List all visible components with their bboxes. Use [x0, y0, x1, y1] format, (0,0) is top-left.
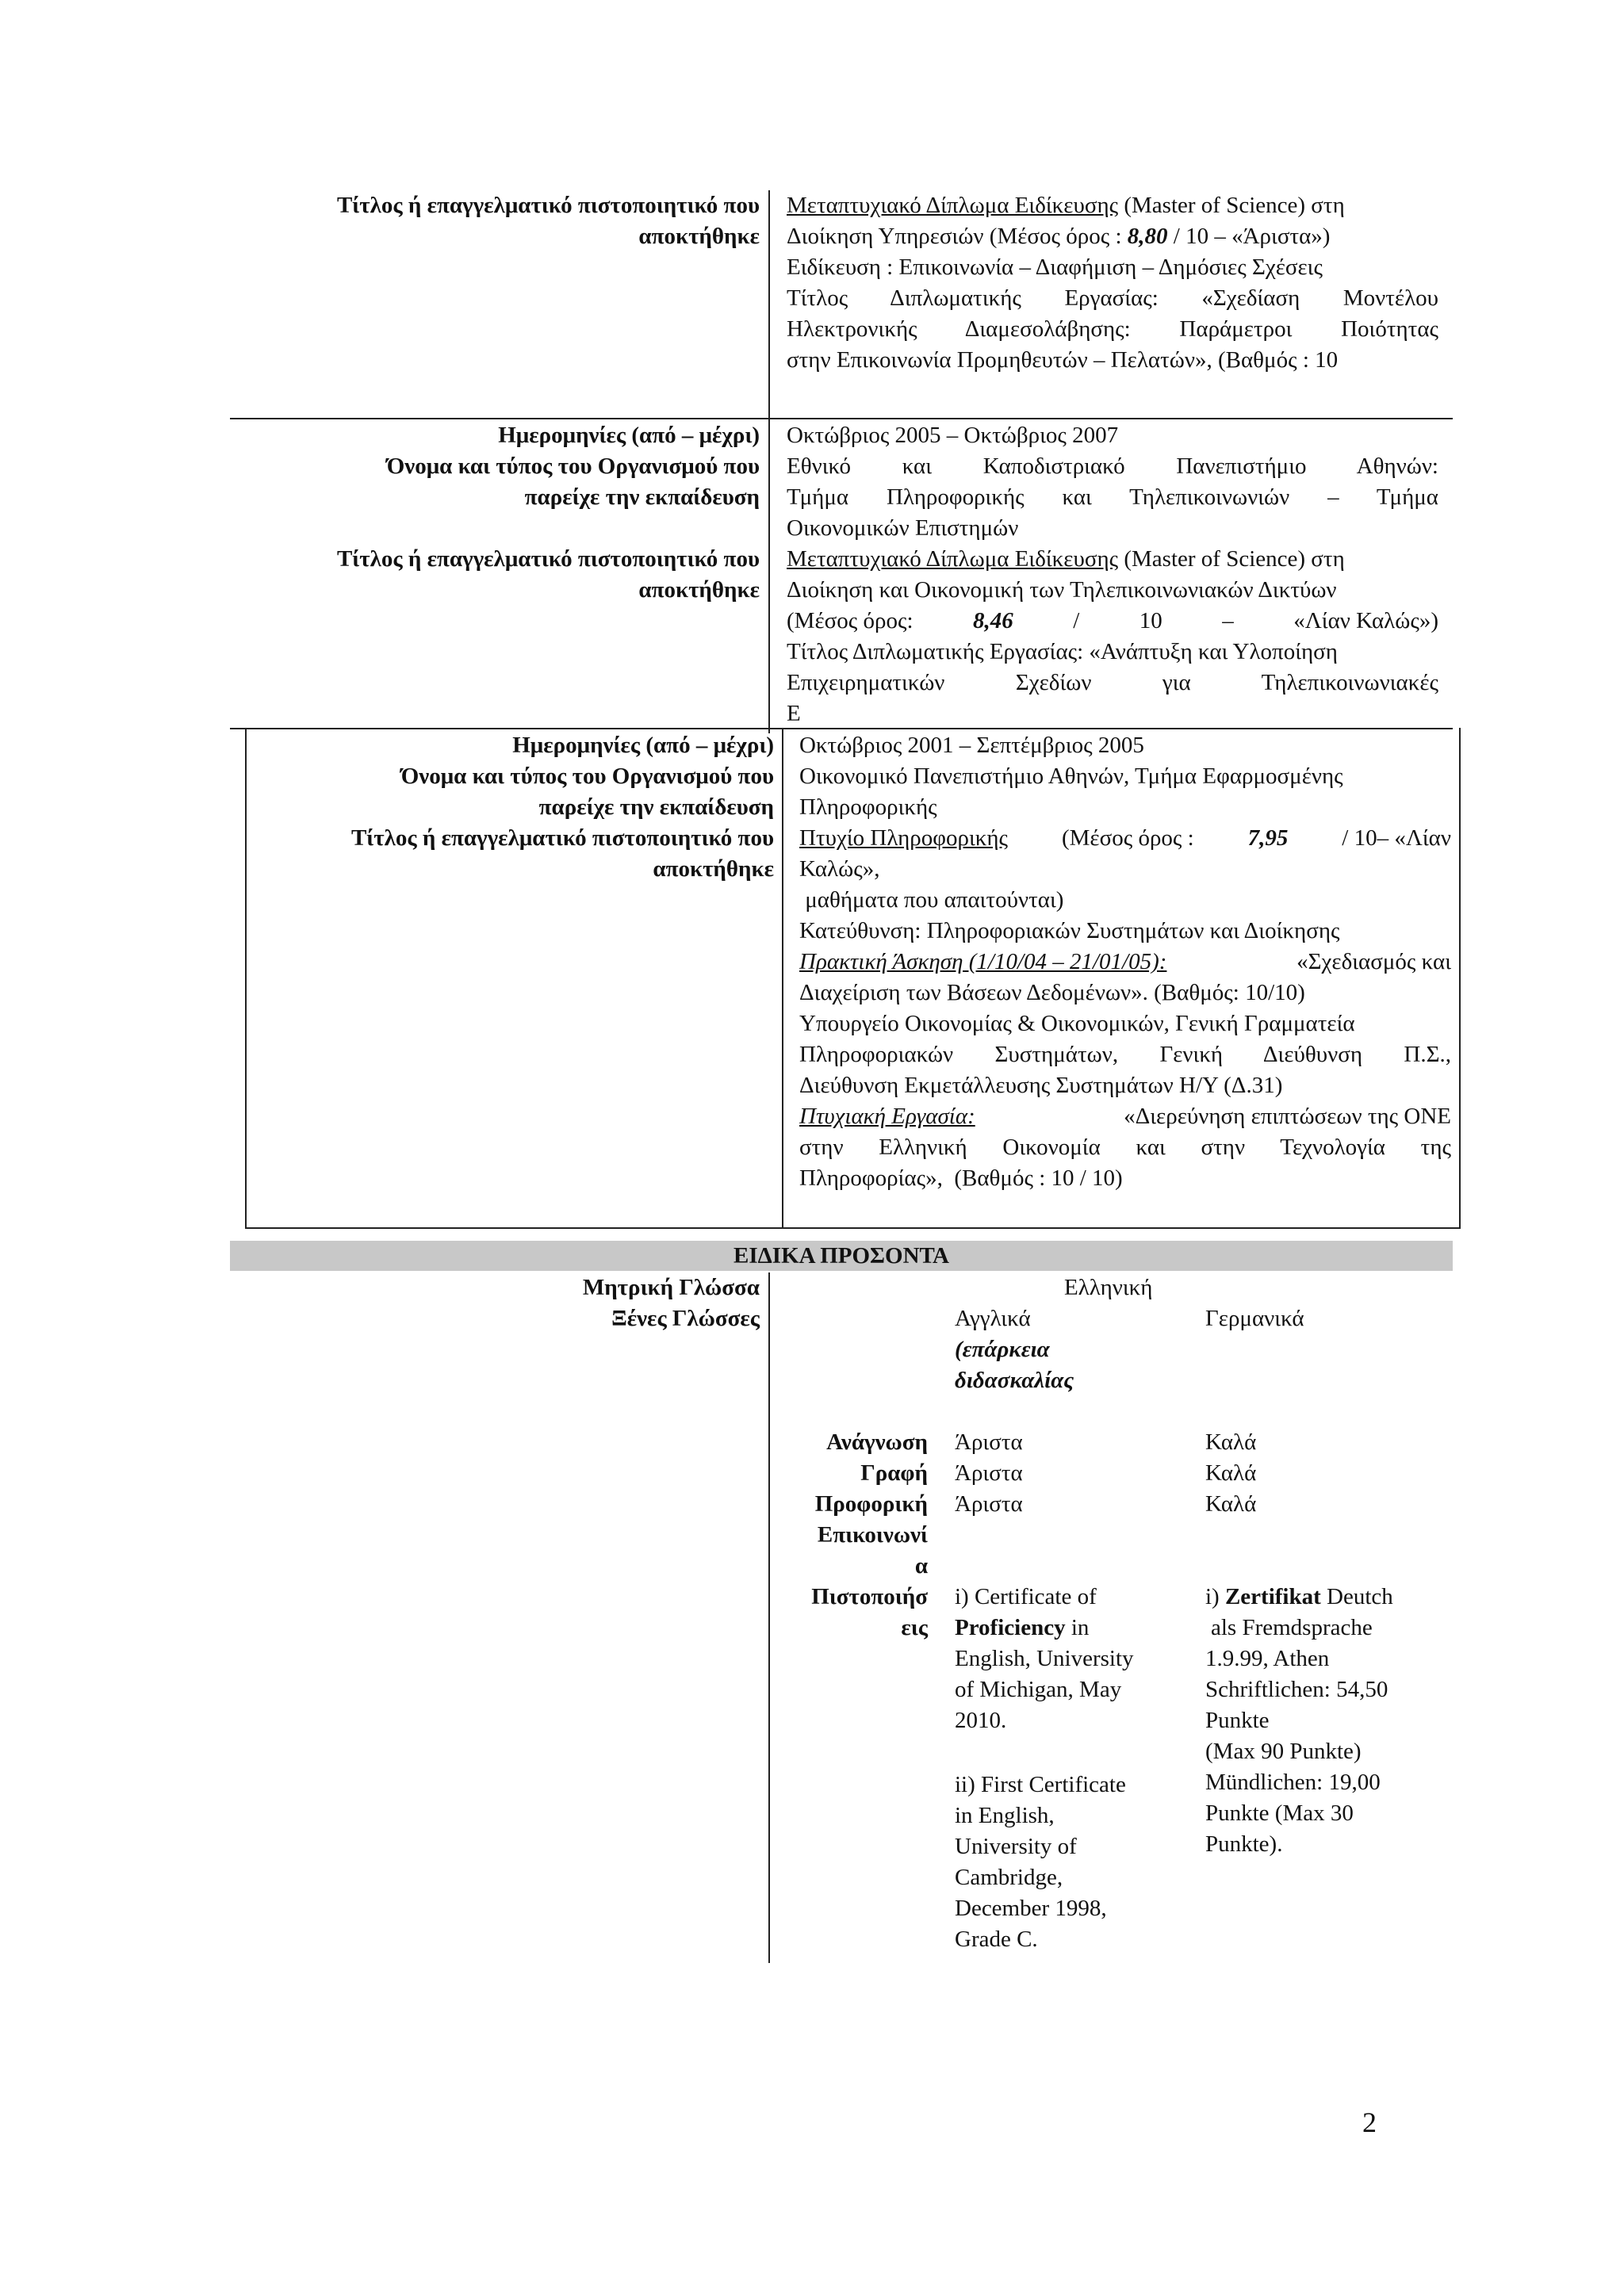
org-2-line-3: Οικονομικών Επιστημών — [787, 515, 1019, 541]
org-3-line-2: Πληροφορικής — [799, 794, 937, 820]
en-cert-line-10: December 1998, — [955, 1896, 1107, 1921]
practice-line-5: Διεύθυνση Εκμετάλλευσης Συστημάτων Η/Υ (Δ.31) — [799, 1073, 1283, 1098]
label-foreign-languages: Ξένες Γλώσσες — [611, 1306, 760, 1331]
label-org-3b: παρείχε την εκπαίδευση — [538, 794, 774, 820]
de-cert-line-2: als Fremdsprache — [1211, 1615, 1373, 1640]
org-2-line-1: Εθνικό και Καποδιστριακό Πανεπιστήμιο Αθηνών: — [787, 453, 1438, 479]
native-language-value: Ελληνική — [1064, 1275, 1153, 1300]
label-title-1b: αποκτήθηκε — [638, 224, 760, 249]
degree-title-link: Μεταπτυχιακό Δίπλωμα Ειδίκευσης — [787, 193, 1119, 218]
gpa-2-value: 8,46 — [972, 608, 1013, 633]
de-cert-line-1a: i) — [1205, 1584, 1225, 1609]
direction-line: Κατεύθυνση: Πληροφοριακών Συστημάτων και Διοίκησης — [799, 918, 1340, 943]
thesis-3-title: Πτυχιακή Εργασία: — [799, 1104, 975, 1129]
de-cert-line-5: Punkte — [1205, 1708, 1270, 1733]
label-title-3b: αποκτήθηκε — [653, 856, 774, 882]
label-dates-3: Ημερομηνίες (από – μέχρι) — [512, 733, 774, 758]
thesis-3-line-3: Πληροφορίας», (Βαθμός : 10 / 10) — [799, 1165, 1123, 1191]
org-2-line-2: Τμήμα Πληροφορικής και Τηλεπικοινωνιών – Τμήμα — [787, 484, 1438, 510]
en-cert-line-5: 2010. — [955, 1708, 1007, 1733]
row-cert-2: εις — [901, 1615, 928, 1640]
degree-2-line-4: Τίτλος Διπλωματικής Εργασίας: «Ανάπτυξη και Υλοποίηση — [787, 639, 1338, 664]
degree-2-line-3 — [787, 606, 1438, 637]
box-3-bottom-border — [245, 1227, 1461, 1229]
practice-line-4: Πληροφοριακών Συστημάτων, Γενική Διεύθυνση Π.Σ., — [799, 1042, 1451, 1067]
thesis-3-line-1 — [799, 1101, 1451, 1132]
en-cert-line-1: i) Certificate of — [955, 1584, 1097, 1609]
de-cert-line-7: Mündlichen: 19,00 — [1205, 1770, 1381, 1795]
thesis-line-3: στην Επικοινωνία Προμηθευτών – Πελατών», (Βαθμός : 10 — [787, 347, 1339, 373]
german-writing: Καλά — [1205, 1460, 1257, 1486]
degree-2-line-5: Επιχειρηματικών Σχεδίων για Τηλεπικοινωνιακές — [787, 670, 1438, 695]
english-note-1: (επάρκεια — [955, 1337, 1050, 1362]
english-label: Αγγλικά — [955, 1306, 1031, 1331]
specialization-line: Ειδίκευση : Επικοινωνία – Διαφήμιση – Δημόσιες Σχέσεις — [787, 254, 1323, 280]
en-cert-line-7: in English, — [955, 1803, 1055, 1828]
section-divider-2 — [230, 728, 1453, 729]
en-cert-line-11: Grade C. — [955, 1927, 1038, 1952]
thesis-3-line-2: στην Ελληνική Οικονομία και στην Τεχνολογία της — [799, 1135, 1451, 1160]
de-cert-line-9: Punkte). — [1205, 1831, 1283, 1857]
gpa-3-prefix: (Μέσος όρος : — [1061, 825, 1194, 851]
skills-header: ΕΙΔΙΚΑ ΠΡΟΣΟΝΤΑ — [230, 1241, 1453, 1271]
de-cert-line-3: 1.9.99, Athen — [1205, 1646, 1330, 1671]
label-title-2a: Τίτλος ή επαγγελματικό πιστοποιητικό που — [336, 546, 760, 572]
degree-line-2 — [787, 221, 1330, 252]
degree-2-line-1-rest: (Master of Science) στη — [1118, 546, 1345, 572]
en-cert-line-9: Cambridge, — [955, 1865, 1063, 1890]
en-cert-line-6: ii) First Certificate — [955, 1772, 1126, 1797]
en-cert-line-3: English, University — [955, 1646, 1134, 1671]
practice-line-2: Διαχείριση των Βάσεων Δεδομένων». (Βαθμός: 10/10) — [799, 980, 1305, 1005]
label-title-3a: Τίτλος ή επαγγελματικό πιστοποιητικό που — [350, 825, 774, 851]
de-cert-line-1c: Deutch — [1320, 1584, 1393, 1609]
column-divider-3 — [782, 728, 783, 1229]
row-cert-1: Πιστοποιήσ — [811, 1584, 928, 1609]
degree-2-line-1 — [787, 544, 1345, 575]
column-divider-skills — [768, 1272, 770, 1963]
row-oral-3: α — [914, 1553, 928, 1578]
degree-2-line-2: Διοίκηση και Οικονομική των Τηλεπικοινωνιακών Δικτύων — [787, 577, 1337, 603]
practice-title: Πρακτική Άσκηση (1/10/04 – 21/01/05): — [799, 949, 1167, 974]
en-cert-line-2-rest: in — [1065, 1615, 1090, 1640]
row-writing: Γραφή — [860, 1460, 928, 1486]
column-divider-1 — [768, 190, 770, 420]
gpa-2-dash: – — [1222, 608, 1234, 633]
degree-3-title: Πτυχίο Πληροφορικής — [799, 825, 1009, 851]
gpa-2-slash: / — [1073, 608, 1080, 633]
en-cert-line-2 — [955, 1613, 1089, 1644]
english-note-2: διδασκαλίας — [955, 1368, 1074, 1393]
practice-line-1 — [799, 947, 1451, 978]
english-writing: Άριστα — [955, 1460, 1023, 1486]
degree-2-title: Μεταπτυχιακό Δίπλωμα Ειδίκευσης — [787, 546, 1119, 572]
section-divider-1 — [230, 418, 1453, 419]
gpa-2-max: 10 — [1139, 608, 1162, 633]
degree-3-line-2: Καλώς», — [799, 856, 880, 882]
box-3-right-border — [1459, 728, 1461, 1229]
label-title-1a: Τίτλος ή επαγγελματικό πιστοποιητικό που — [336, 193, 760, 218]
column-divider-2 — [768, 420, 770, 733]
label-native-language: Μητρική Γλώσσα — [582, 1275, 760, 1300]
dates-3: Οκτώβριος 2001 – Σεπτέμβριος 2005 — [799, 733, 1144, 758]
row-oral-2: Επικοινωνί — [817, 1522, 928, 1548]
de-cert-zertifikat: Zertifikat — [1224, 1584, 1321, 1609]
german-oral: Καλά — [1205, 1491, 1257, 1517]
label-org-3a: Όνομα και τύπος του Οργανισμού που — [400, 763, 774, 789]
gpa-value: 8,80 — [1127, 224, 1168, 249]
gpa-2-prefix: (Μέσος όρος: — [787, 608, 914, 633]
label-org-2b: παρείχε την εκπαίδευση — [524, 484, 760, 510]
gpa-3-suffix: / 10– «Λίαν — [1342, 825, 1451, 851]
gpa-2-grade: «Λίαν Καλώς») — [1293, 608, 1438, 633]
degree-3-line-1 — [799, 823, 1451, 854]
degree-2-line-6: Ε — [787, 701, 801, 726]
page-number: 2 — [1362, 2107, 1377, 2138]
gpa-3-value: 7,95 — [1247, 825, 1289, 851]
en-cert-line-4: of Michigan, May — [955, 1677, 1122, 1702]
de-cert-line-6: (Max 90 Punkte) — [1205, 1739, 1362, 1764]
thesis-3-line-1-rest: «Διερεύνηση επιπτώσεων της ΟΝΕ — [1112, 1104, 1451, 1129]
row-reading: Ανάγνωση — [826, 1429, 928, 1455]
degree-line-1-rest: (Master of Science) στη — [1118, 193, 1345, 218]
de-cert-line-8: Punkte (Max 30 — [1205, 1800, 1354, 1826]
en-cert-proficiency: Proficiency — [955, 1615, 1066, 1640]
english-oral: Άριστα — [955, 1491, 1023, 1517]
label-org-2a: Όνομα και τύπος του Οργανισμού που — [386, 453, 760, 479]
de-cert-line-1 — [1205, 1582, 1393, 1613]
degree-3-line-3: μαθήματα που απαιτούνται) — [799, 887, 1064, 913]
label-title-2b: αποκτήθηκε — [638, 577, 760, 603]
box-3-left-border — [245, 728, 247, 1229]
practice-line-3: Υπουργείο Οικονομίας & Οικονομικών, Γενική Γραμματεία — [799, 1011, 1355, 1036]
dates-2: Οκτώβριος 2005 – Οκτώβριος 2007 — [787, 423, 1119, 448]
practice-line-1-rest: «Σχεδιασμός και — [1297, 949, 1451, 974]
german-label: Γερμανικά — [1205, 1306, 1304, 1331]
english-reading: Άριστα — [955, 1429, 1023, 1455]
en-cert-line-8: University of — [955, 1834, 1077, 1859]
row-oral-1: Προφορική — [814, 1491, 928, 1517]
de-cert-line-4: Schriftlichen: 54,50 — [1205, 1677, 1388, 1702]
degree-line-2a: Διοίκηση Υπηρεσιών (Μέσος όρος : — [787, 224, 1128, 249]
thesis-line-2: Ηλεκτρονικής Διαμεσολάβησης: Παράμετροι Ποιότητας — [787, 316, 1438, 342]
thesis-line-1: Τίτλος Διπλωματικής Εργασίας: «Σχεδίαση Μοντέλου — [787, 285, 1438, 311]
german-reading: Καλά — [1205, 1429, 1257, 1455]
degree-line-1 — [787, 190, 1345, 221]
degree-line-2c: / 10 – «Άριστα») — [1167, 224, 1331, 249]
label-dates-2: Ημερομηνίες (από – μέχρι) — [498, 423, 760, 448]
org-3-line-1: Οικονομικό Πανεπιστήμιο Αθηνών, Τμήμα Εφαρμοσμένης — [799, 763, 1343, 789]
